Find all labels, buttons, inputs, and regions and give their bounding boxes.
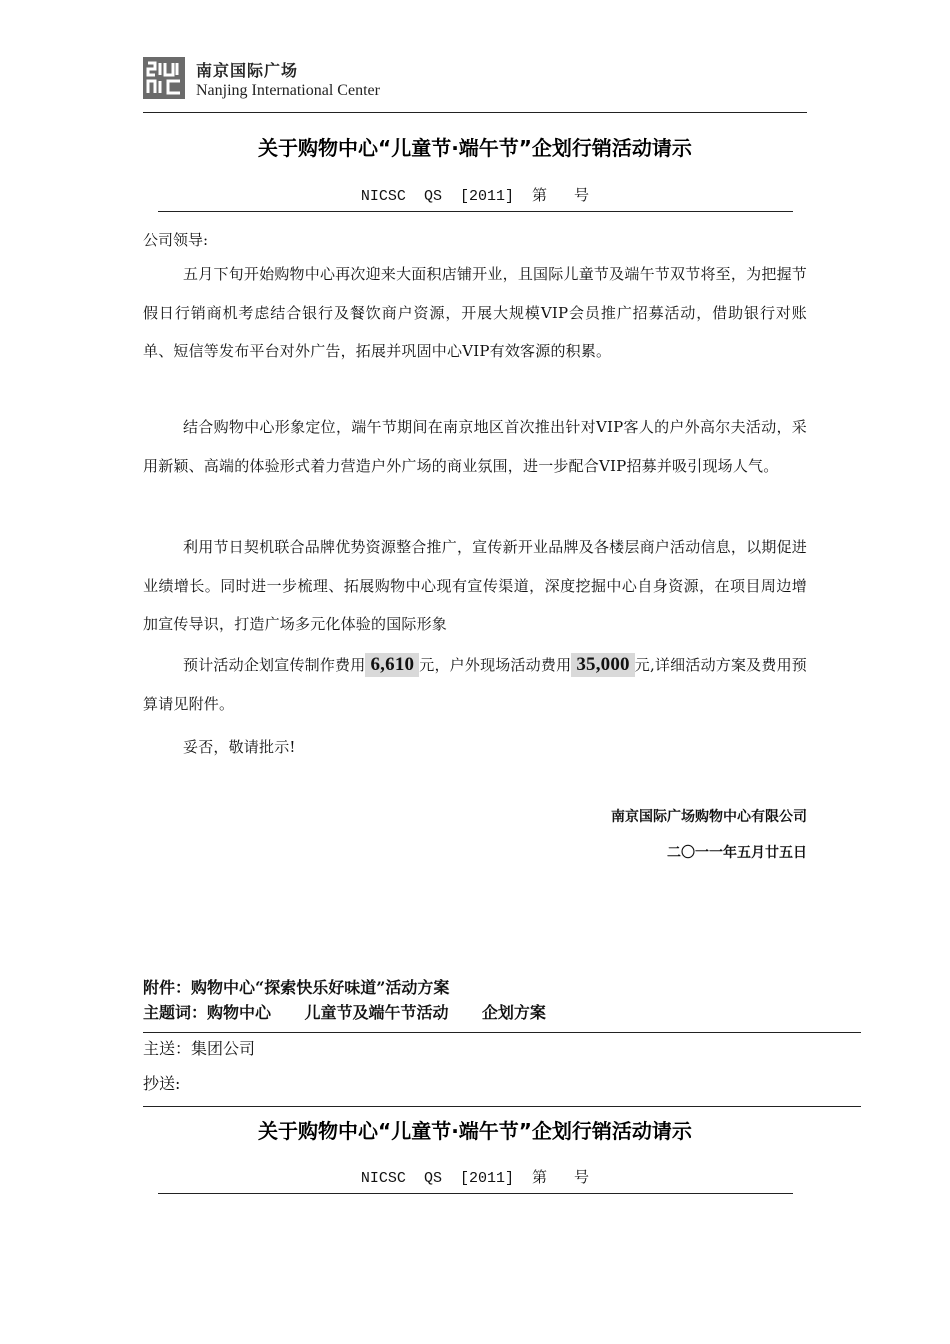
logo-english-name: Nanjing International Center	[196, 82, 380, 99]
paragraph-1: 五月下旬开始购物中心再次迎来大面积店铺开业，且国际儿童节及端午节双节将至，为把握节假日行销商机考虑结合银行及餐饮商户资源，开展大规模VIP会员推广招募活动，借助银行对账单、短信等发布平台对外广告，拓展并巩固中心VIP有效客源的积累。	[143, 265, 807, 360]
salutation: 公司领导:	[143, 231, 209, 249]
paragraph-2: 结合购物中心形象定位，端午节期间在南京地区首次推出针对VIP客人的户外高尔夫活动，采用新颖、高端的体验形式着力营造户外广场的商业氛围，进一步配合VIP招募并吸引现场人气。	[143, 418, 807, 475]
logo-chinese-name: 南京国际广场	[196, 61, 299, 80]
title-divider-repeat	[158, 1193, 793, 1194]
signature-company: 南京国际广场购物中心有限公司	[611, 809, 807, 825]
budget-amount-1: 6,610	[365, 653, 419, 677]
budget-paragraph	[143, 646, 807, 723]
title-divider	[158, 211, 793, 212]
main-recipient: 主送：集团公司	[143, 1039, 256, 1058]
signature-date: 二〇一一年五月廿五日	[667, 845, 807, 861]
budget-text-3: 元,详细活动方案及费用预算请见附件。	[143, 656, 808, 713]
attachment-line: 附件：购物中心“探索快乐好味道”活动方案	[143, 978, 450, 997]
header-divider	[143, 112, 807, 113]
budget-text-1: 预计活动企划宣传制作费用	[183, 656, 366, 674]
paragraph-3: 利用节日契机联合品牌优势资源整合推广，宣传新开业品牌及各楼层商户活动信息，以期促进业绩增长。同时进一步梳理、拓展购物中心现有宣传渠道，深度挖掘中心自身资源，在项目周边增加宣传导识，打造广场多元化体验的国际形象	[143, 538, 807, 633]
budget-text-2: 元，户外现场活动费用	[419, 656, 572, 674]
copy-recipient: 抄送:	[143, 1074, 181, 1093]
logo-icon	[143, 57, 185, 99]
document-number: NICSC QS [2011] 第 号	[360, 188, 590, 205]
distribution-divider	[143, 1106, 861, 1107]
keywords-line: 主题词：购物中心 儿童节及端午节活动 企划方案	[143, 1003, 546, 1022]
document-number-repeat: NICSC QS [2011] 第 号	[360, 1170, 590, 1187]
document-title: 关于购物中心“儿童节·端午节”企划行销活动请示	[258, 136, 692, 160]
closing-line: 妥否，敬请批示!	[183, 738, 296, 756]
budget-amount-2: 35,000	[571, 653, 634, 677]
document-title-repeat: 关于购物中心“儿童节·端午节”企划行销活动请示	[258, 1119, 692, 1143]
keywords-divider	[143, 1032, 861, 1033]
